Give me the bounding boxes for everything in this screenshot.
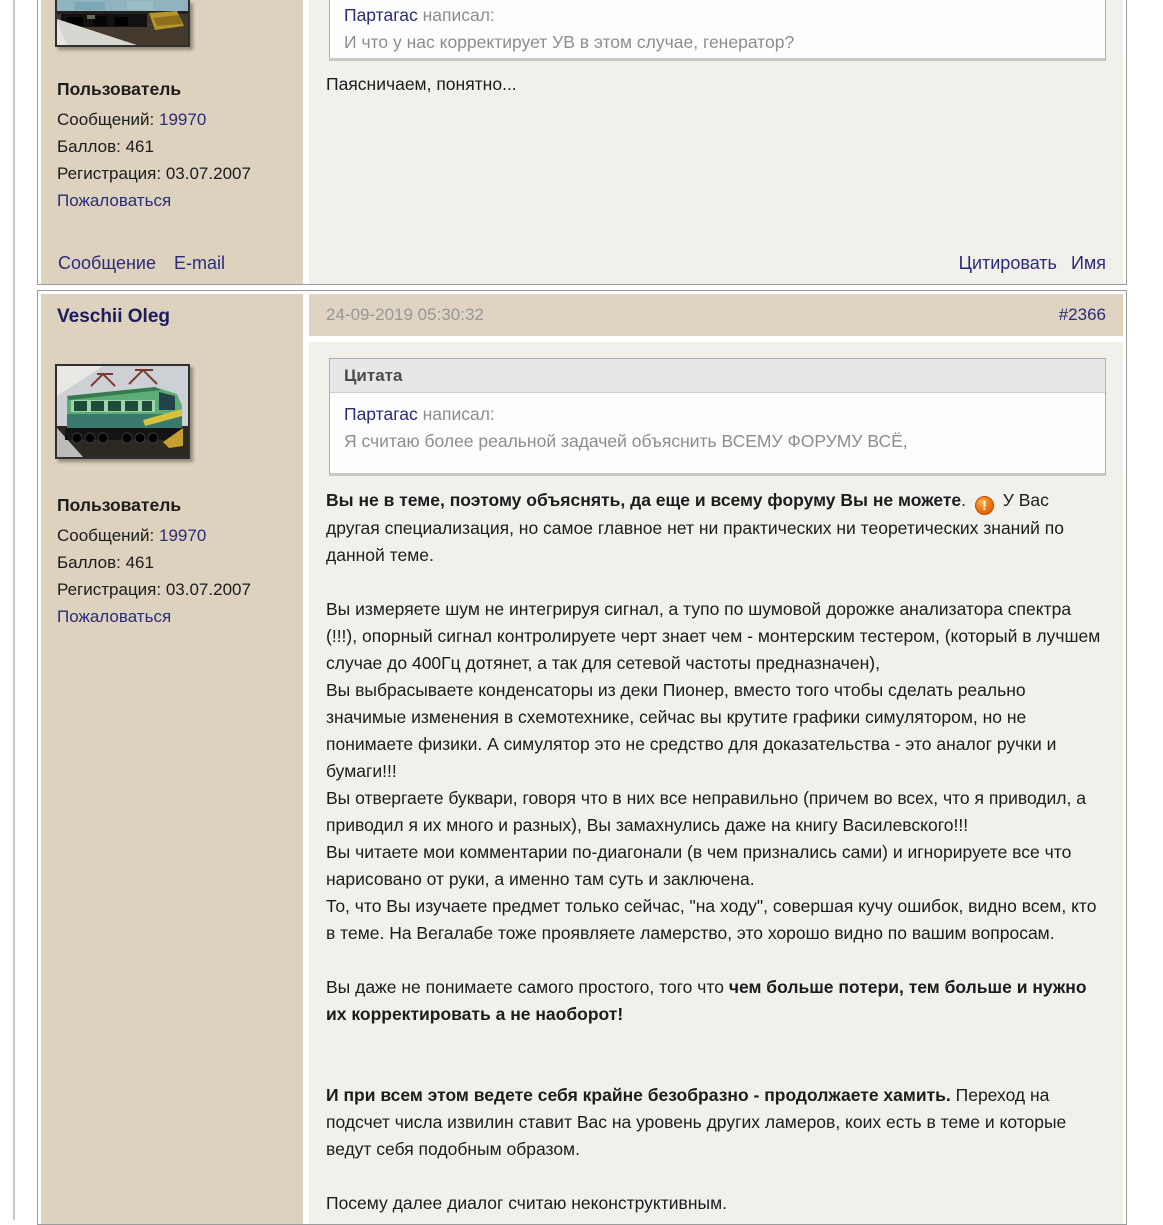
avatar [55,364,190,459]
username-link[interactable]: Veschii Oleg [57,306,170,327]
reply-text: Паясничаем, понятно... [326,74,517,94]
message-line: Вы даже не понимаете самого простого, того что чем больше потери, тем больше и нужно их корректировать а не наоборот! [326,977,1087,1024]
stat-messages: Сообщений: 19970 [57,110,207,129]
email-link[interactable]: E-mail [173,253,225,273]
user-role: Пользователь [57,79,182,99]
blue-train-photo [57,0,188,45]
green-train-photo [57,366,188,457]
message-line: И при всем этом ведете себя крайне безобразно - продолжаете хамить. Переход на подсчет числа извилин ставит Вас на уровень других ламеров, коих есть в теме и которые ведут себя подобным образом. [326,1085,1067,1159]
forum-thread [37,0,1127,1225]
quote-attribution: Партагас написал: [344,5,495,25]
post-date: 24-09-2019 05:30:32 [326,305,484,324]
message-line [326,947,1106,974]
forum-post-2366 [37,290,1127,1225]
quote-author-link[interactable]: Партагас [344,404,418,424]
messages-count-link[interactable]: 19970 [159,526,207,545]
quote-author-link[interactable]: Партагас [344,5,418,25]
stat-registered: Регистрация: 03.07.2007 [57,580,251,599]
page-left-rule [13,0,15,1220]
report-link[interactable]: Пожаловаться [57,607,172,626]
stat-messages: Сообщений: 19970 [57,526,207,545]
user-stats [57,522,287,630]
avatar [55,0,190,47]
quote-text: И что у нас корректирует УВ в этом случае, генератор? [344,32,795,52]
user-actions [58,253,243,274]
forum-post-partial [37,0,1127,285]
messages-count-link[interactable]: 19970 [159,110,207,129]
quote-title: Цитата [330,359,1105,393]
attention-icon: ! [975,496,994,515]
name-link[interactable]: Имя [1070,253,1106,273]
message-line: Вы отвергаете буквари, говоря что в них все неправильно (причем во всех, что я приводил, а приводил я их много и разных), Вы замахнулись даже на книгу Василевского!!! [326,788,1086,835]
post-body [326,487,1106,1217]
message-line: То, что Вы изучаете предмет только сейчас, "на ходу", совершая кучу ошибок, видно всем, кто в теме. На Вегалабе тоже проявляете ламерство, это хорошо видно по вашим вопросам. [326,896,1097,943]
post-number-link[interactable]: #2366 [1058,305,1106,324]
quote-text: Я считаю более реальной задачей объяснить ВСЕМУ ФОРУМУ ВСЁ, [344,431,908,451]
post-header [309,294,1123,336]
user-stats [57,106,287,214]
stat-points: Баллов: 461 [57,553,154,572]
message-line [326,1163,1106,1190]
message-actions [945,253,1106,274]
message-line: Вы измеряете шум не интегрируя сигнал, а тупо по шумовой дорожке анализатора спектра (!!!), опорный сигнал контролируете черт знает чем - монтерским тестером, (который в лучшем случае до 400Гц дотянет, а так для сетевой частоты предназначен), [326,599,1101,673]
quote-attribution: Партагас написал: [344,404,495,424]
private-message-link[interactable]: Сообщение [58,253,156,273]
stat-registered: Регистрация: 03.07.2007 [57,164,251,183]
message-line: Вы выбрасываете конденсаторы из деки Пионер, вместо того чтобы сделать реально значимые изменения в схемотехнике, сейчас вы крутите графики симулятором, но не понимаете физики. А симулятор это не средство для доказательства - это аналог ручки и бумаги!!! [326,680,1057,781]
quote-reply-link[interactable]: Цитировать [958,253,1057,273]
message-line: Посему далее диалог считаю неконструктивным. [326,1193,727,1213]
message-panel [309,0,1123,284]
message-panel [309,342,1123,1224]
report-link[interactable]: Пожаловаться [57,191,172,210]
stat-points: Баллов: 461 [57,137,154,156]
user-role: Пользователь [57,495,182,515]
quote-block [329,358,1106,476]
user-info-panel [41,294,303,1224]
message-line: Вы не в теме, поэтому объяснять, да еще и всему форуму Вы не можете. ! У Вас другая специализация, но самое главное нет ни практических ни теоретических знаний по данной теме. [326,490,1064,565]
message-line [326,1028,1106,1055]
user-info-panel [41,0,303,284]
message-line: Вы читаете мои комментарии по-диагонали (в чем признались сами) и игнорируете все что нарисовано от руки, а именно там суть и заключена. [326,842,1072,889]
quote-block [329,0,1106,61]
message-line [326,569,1106,596]
message-line [326,1055,1106,1082]
